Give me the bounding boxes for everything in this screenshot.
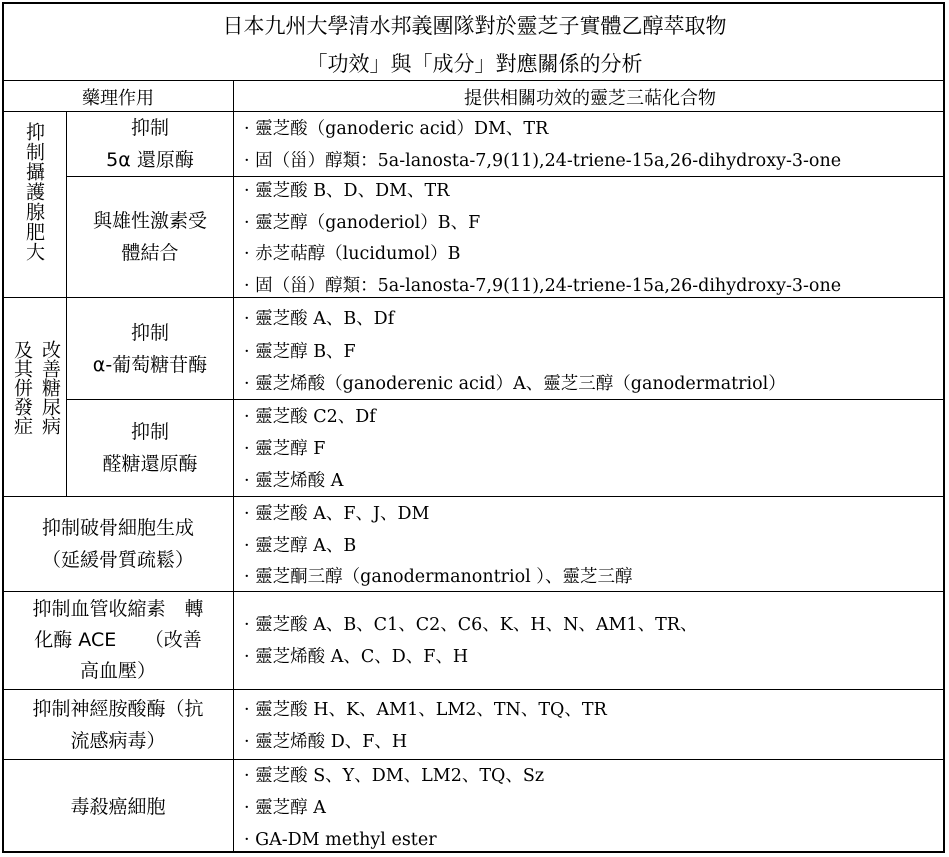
compound-list-androgen-receptor: [244, 176, 841, 302]
effect-ace: 抑制血管收縮素 轉 化酶 ACE （改善 高血壓）: [32, 598, 204, 682]
effect-osteoclast: 抑制破骨細胞生成 （延緩骨質疏鬆）: [41, 517, 194, 571]
list-item: · 靈芝酸 C2、Df: [244, 407, 376, 427]
divider: [233, 80, 234, 853]
list-item: · GA-DM methyl ester: [244, 830, 437, 850]
list-item: · 靈芝酸 S、Y、DM、LM2、TQ、Sz: [244, 766, 545, 786]
compound-list-osteoclast: [244, 499, 633, 594]
list-item: · 靈芝烯酸 A、C、D、F、H: [244, 647, 469, 667]
list-item: · 固（甾）醇類：5a-lanosta-7,9(11),24-triene-15a,26-dihydroxy-3-one: [244, 275, 842, 296]
effect-5a-reductase: 抑制 5α 還原酶: [106, 117, 194, 171]
list-item: · 靈芝酸 A、B、C1、C2、C6、K、H、N、AM1、TR、: [244, 615, 698, 635]
list-item: · 靈芝醇 A: [244, 798, 326, 818]
list-item: · 靈芝烯酸（ganoderenic acid）A、靈芝三醇（ganodermatriol）: [244, 374, 786, 394]
list-item: · 固（甾）醇類：5a-lanosta-7,9(11),24-triene-15a,26-dihydroxy-3-one: [244, 150, 842, 171]
divider: [3, 80, 945, 81]
compound-list-5a-reductase: [244, 114, 841, 177]
list-item: · 靈芝酸 B、D、DM、TR: [244, 181, 450, 201]
list-item: · 靈芝烯酸 D、F、H: [244, 732, 408, 752]
list-item: · 靈芝酸 H、K、AM1、LM2、TN、TQ、TR: [244, 700, 607, 720]
list-item: · 靈芝酸 A、F、J、DM: [244, 504, 430, 524]
list-item: · 靈芝烯酸 A: [244, 471, 344, 491]
list-item: · 靈芝醇 B、F: [244, 341, 356, 362]
effect-neuraminidase: 抑制神經胺酸酶（抗 流感病毒）: [32, 697, 204, 752]
header-compounds: 提供相關功效的靈芝三萜化合物: [464, 88, 716, 109]
compound-list-alpha-glucosidase: [244, 303, 786, 401]
page-subtitle: 「功效」與「成分」對應關係的分析: [306, 52, 643, 76]
header-pharmacology: 藥理作用: [82, 88, 154, 109]
list-item: · 靈芝醇 F: [244, 439, 326, 459]
list-item: · 靈芝醇 A、B: [244, 535, 357, 556]
effect-alpha-glucosidase: 抑制 α-葡萄糖苷酶: [92, 321, 208, 376]
group-label-prostate: 抑制攝護腺肥大: [23, 122, 45, 262]
list-item: · 靈芝酮三醇（ganodermanontriol ）、靈芝三醇: [244, 567, 633, 587]
page-title: 日本九州大學清水邦義團隊對於靈芝子實體乙醇萃取物: [222, 14, 727, 38]
compound-list-neuraminidase: [244, 694, 607, 758]
group-label-diabetes: 改善糖尿病 及其併發症: [11, 340, 61, 435]
effect-androgen-receptor: 與雄性激素受 體結合: [92, 210, 207, 264]
compound-list-aldose-reductase: [244, 401, 376, 497]
list-item: · 靈芝酸（ganoderic acid）DM、TR: [244, 119, 549, 139]
list-item: · 靈芝醇（ganoderiol）B、F: [244, 212, 481, 233]
list-item: · 赤芝萜醇（lucidumol）B: [244, 244, 461, 264]
compound-list-cancer: [244, 760, 544, 856]
compound-list-ace: [244, 609, 697, 673]
effect-cancer-cytotoxic: 毒殺癌細胞: [70, 795, 166, 818]
list-item: · 靈芝酸 A、B、Df: [244, 309, 395, 329]
effect-aldose-reductase: 抑制 醛糖還原酶: [102, 421, 198, 475]
